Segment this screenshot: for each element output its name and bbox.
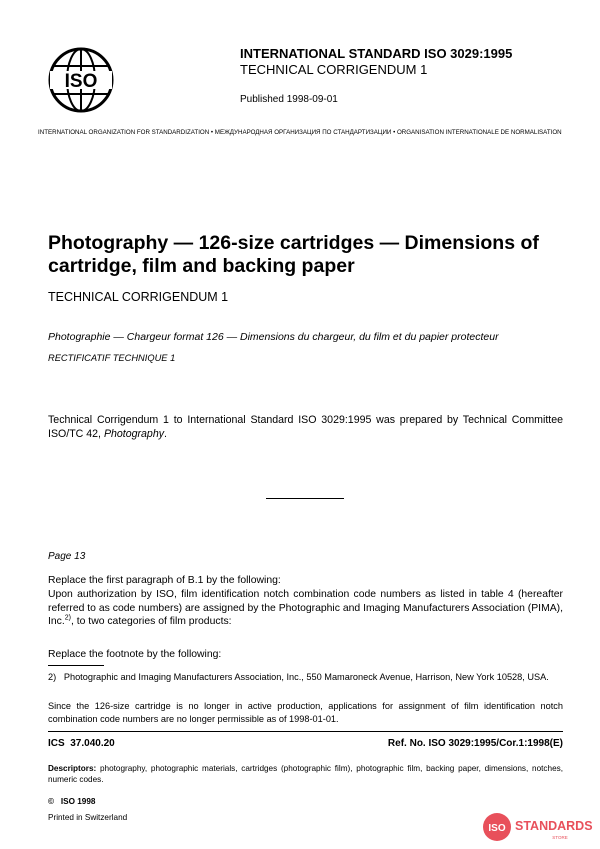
footer-rule [48,731,563,732]
copyright: © ISO 1998 [48,797,96,806]
reference-number: Ref. No. ISO 3029:1995/Cor.1:1998(E) [387,738,563,749]
footnote-marker: 2) [64,614,71,622]
body-p2-text: Upon authorization by ISO, film identification notch combination code numbers as listed in table 4 (hereafter referred to as code numbers) are assigned by the Photographic and Imaging Manufacturers Association (PIMA), Inc. [48,589,563,628]
intro-text: Technical Corrigendum 1 to International Standard ISO 3029:1995 was prepared by Technical Committee ISO/TC 42, [48,414,563,440]
printed-in: Printed in Switzerland [48,813,128,822]
organization-line: INTERNATIONAL ORGANIZATION FOR STANDARDIZATION • МЕЖДУНАРОДНАЯ ОРГАНИЗАЦИЯ ПО СТАНДАРТИЗАЦИИ • ORGANISATION INTERNATIONALE DE NORMALISATION [38,129,562,136]
footnote-rule [48,665,104,666]
note-paragraph: Since the 126-size cartridge is no longer in active production, applications for assignment of film identification notch combination code numbers are no longer permissible as of 1998-01-01. [48,701,563,724]
intro-end: . [164,428,167,440]
section-divider [266,498,344,499]
logo-text: ISO [64,71,98,92]
descriptors [48,764,563,785]
header-title: INTERNATIONAL STANDARD ISO 3029:1995 [240,46,513,61]
french-title: Photographie — Chargeur format 126 — Dimensions du chargeur, du film et du papier protecteur [48,331,499,343]
document-title [48,232,568,278]
french-subtitle: RECTIFICATIF TECHNIQUE 1 [48,353,176,363]
page-reference: Page 13 [48,551,86,562]
header-subtitle: TECHNICAL CORRIGENDUM 1 [240,62,428,77]
intro-italic: Photography [103,428,165,440]
badge-label: STANDARDS [515,819,593,833]
descriptors-text: photography, photographic materials, cartridges (photographic film), photographic film, backing paper, dimensions, notches, numeric codes. [48,764,563,784]
published-date: Published 1998-09-01 [240,94,338,105]
badge-iso-text: ISO [488,823,506,834]
badge-small-text: STORE [552,835,568,840]
title-line-2: cartridge, film and backing paper [48,255,355,277]
footnote-text: 2) Photographic and Imaging Manufacturers Association, Inc., 550 Mamaroneck Avenue, Harrison, New York 10528, USA. [48,672,549,682]
descriptors-label: Descriptors: [48,764,97,773]
intro-paragraph [48,413,563,441]
corrigendum-heading: TECHNICAL CORRIGENDUM 1 [48,290,229,304]
title-line-1: Photography — 126-size cartridges — Dimensions of [48,232,539,254]
body-paragraph-2 [48,588,563,629]
iso-standards-store-badge [482,812,594,842]
body-p2-end: , to two categories of film products: [70,616,232,628]
body-paragraph-3: Replace the footnote by the following: [48,649,222,660]
ics-code: ICS 37.040.20 [48,738,115,749]
body-paragraph-1: Replace the first paragraph of B.1 by the following: [48,575,281,586]
iso-globe-logo-icon [47,46,115,114]
